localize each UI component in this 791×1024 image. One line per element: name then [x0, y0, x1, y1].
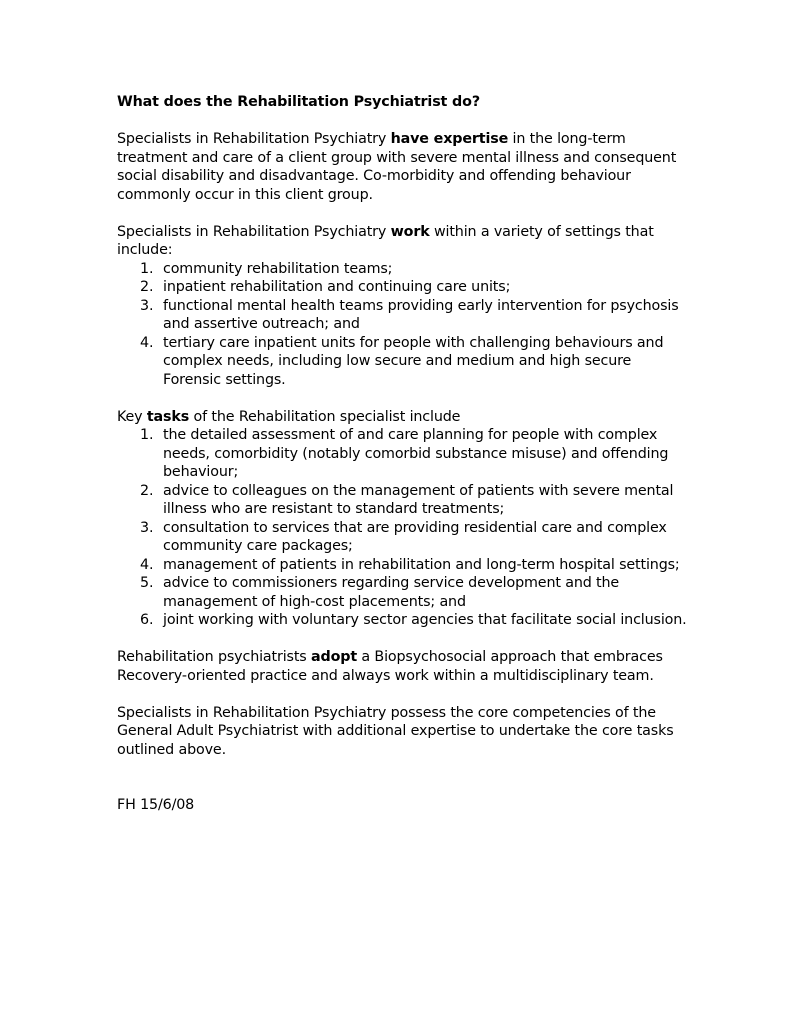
list-item-text: functional mental health teams providing early intervention for psychosis and assertive outreach; and [163, 297, 679, 332]
list-item [117, 482, 687, 519]
work-bold: work [390, 223, 430, 240]
list-number: 4. [140, 556, 154, 573]
list-item-text: advice to commissioners regarding service development and the management of high-cost placements; and [163, 575, 620, 610]
list-item [117, 426, 687, 482]
approach-bold: adopt [311, 649, 358, 665]
list-number: 3. [140, 297, 154, 314]
expertise-text-before: Specialists in Rehabilitation Psychiatry [117, 131, 391, 147]
list-number: 5. [140, 575, 154, 591]
tasks-bold: tasks [146, 408, 190, 425]
list-item-text: tertiary care inpatient units for people with challenging behaviours and complex needs, including low secure and medium and high secure Forensic settings. [163, 334, 664, 388]
tasks-section [117, 408, 687, 630]
settings-section [117, 223, 687, 390]
list-item-text: consultation to services that are providing residential care and complex community care packages; [163, 519, 667, 554]
tasks-list [117, 426, 687, 630]
work-text-before: Specialists in Rehabilitation Psychiatry [117, 223, 391, 240]
competencies-paragraph: Specialists in Rehabilitation Psychiatry possess the core competencies of the General Adult Psychiatrist with additional expertise to undertake the core tasks outlined above. [117, 704, 674, 758]
settings-list [117, 260, 687, 390]
work-text-after: within a variety of settings that include: [117, 223, 654, 258]
footer-initials-date: FH 15/6/08 [117, 797, 195, 813]
list-item-text: management of patients in rehabilitation and long-term hospital settings; [163, 556, 680, 573]
tasks-text-after: of the Rehabilitation specialist include [189, 408, 461, 425]
list-item [117, 519, 687, 556]
expertise-paragraph [117, 130, 687, 204]
list-item [117, 278, 687, 297]
list-item-text: the detailed assessment of and care planning for people with complex needs, comorbidity (notably comorbid substance misuse) and offending behaviour; [163, 427, 669, 480]
list-item [117, 556, 687, 575]
document-page [117, 93, 687, 815]
list-number: 4. [140, 334, 154, 351]
list-item-text: joint working with voluntary sector agencies that facilitate social inclusion. [163, 612, 687, 628]
list-item [117, 611, 687, 630]
list-number: 2. [140, 482, 154, 499]
list-item-text: inpatient rehabilitation and continuing care units; [163, 279, 511, 295]
approach-text-after: a Biopsychosocial approach that embraces Recovery-oriented practice and always work within a multidisciplinary team. [117, 649, 663, 684]
list-item [117, 260, 687, 279]
expertise-text-after: in the long-term treatment and care of a client group with severe mental illness and consequent social disability and disadvantage. Co-morbidity and offending behaviour commonly occur in this client group. [117, 131, 677, 203]
list-number: 3. [140, 519, 154, 536]
approach-paragraph [117, 648, 687, 685]
approach-text-before: Rehabilitation psychiatrists [117, 649, 311, 665]
list-item [117, 574, 687, 611]
list-item [117, 334, 687, 390]
expertise-bold: have expertise [390, 131, 509, 147]
document-title: What does the Rehabilitation Psychiatrist do? [117, 94, 480, 110]
work-paragraph [117, 223, 687, 260]
list-item-text: community rehabilitation teams; [163, 260, 393, 277]
list-number: 1. [140, 260, 154, 277]
list-number: 2. [140, 279, 154, 295]
list-item [117, 297, 687, 334]
list-number: 6. [140, 612, 154, 628]
tasks-text-before: Key [117, 408, 147, 425]
tasks-paragraph [117, 408, 687, 427]
list-number: 1. [140, 427, 154, 443]
list-item-text: advice to colleagues on the management of patients with severe mental illness who are resistant to standard treatments; [163, 482, 674, 517]
